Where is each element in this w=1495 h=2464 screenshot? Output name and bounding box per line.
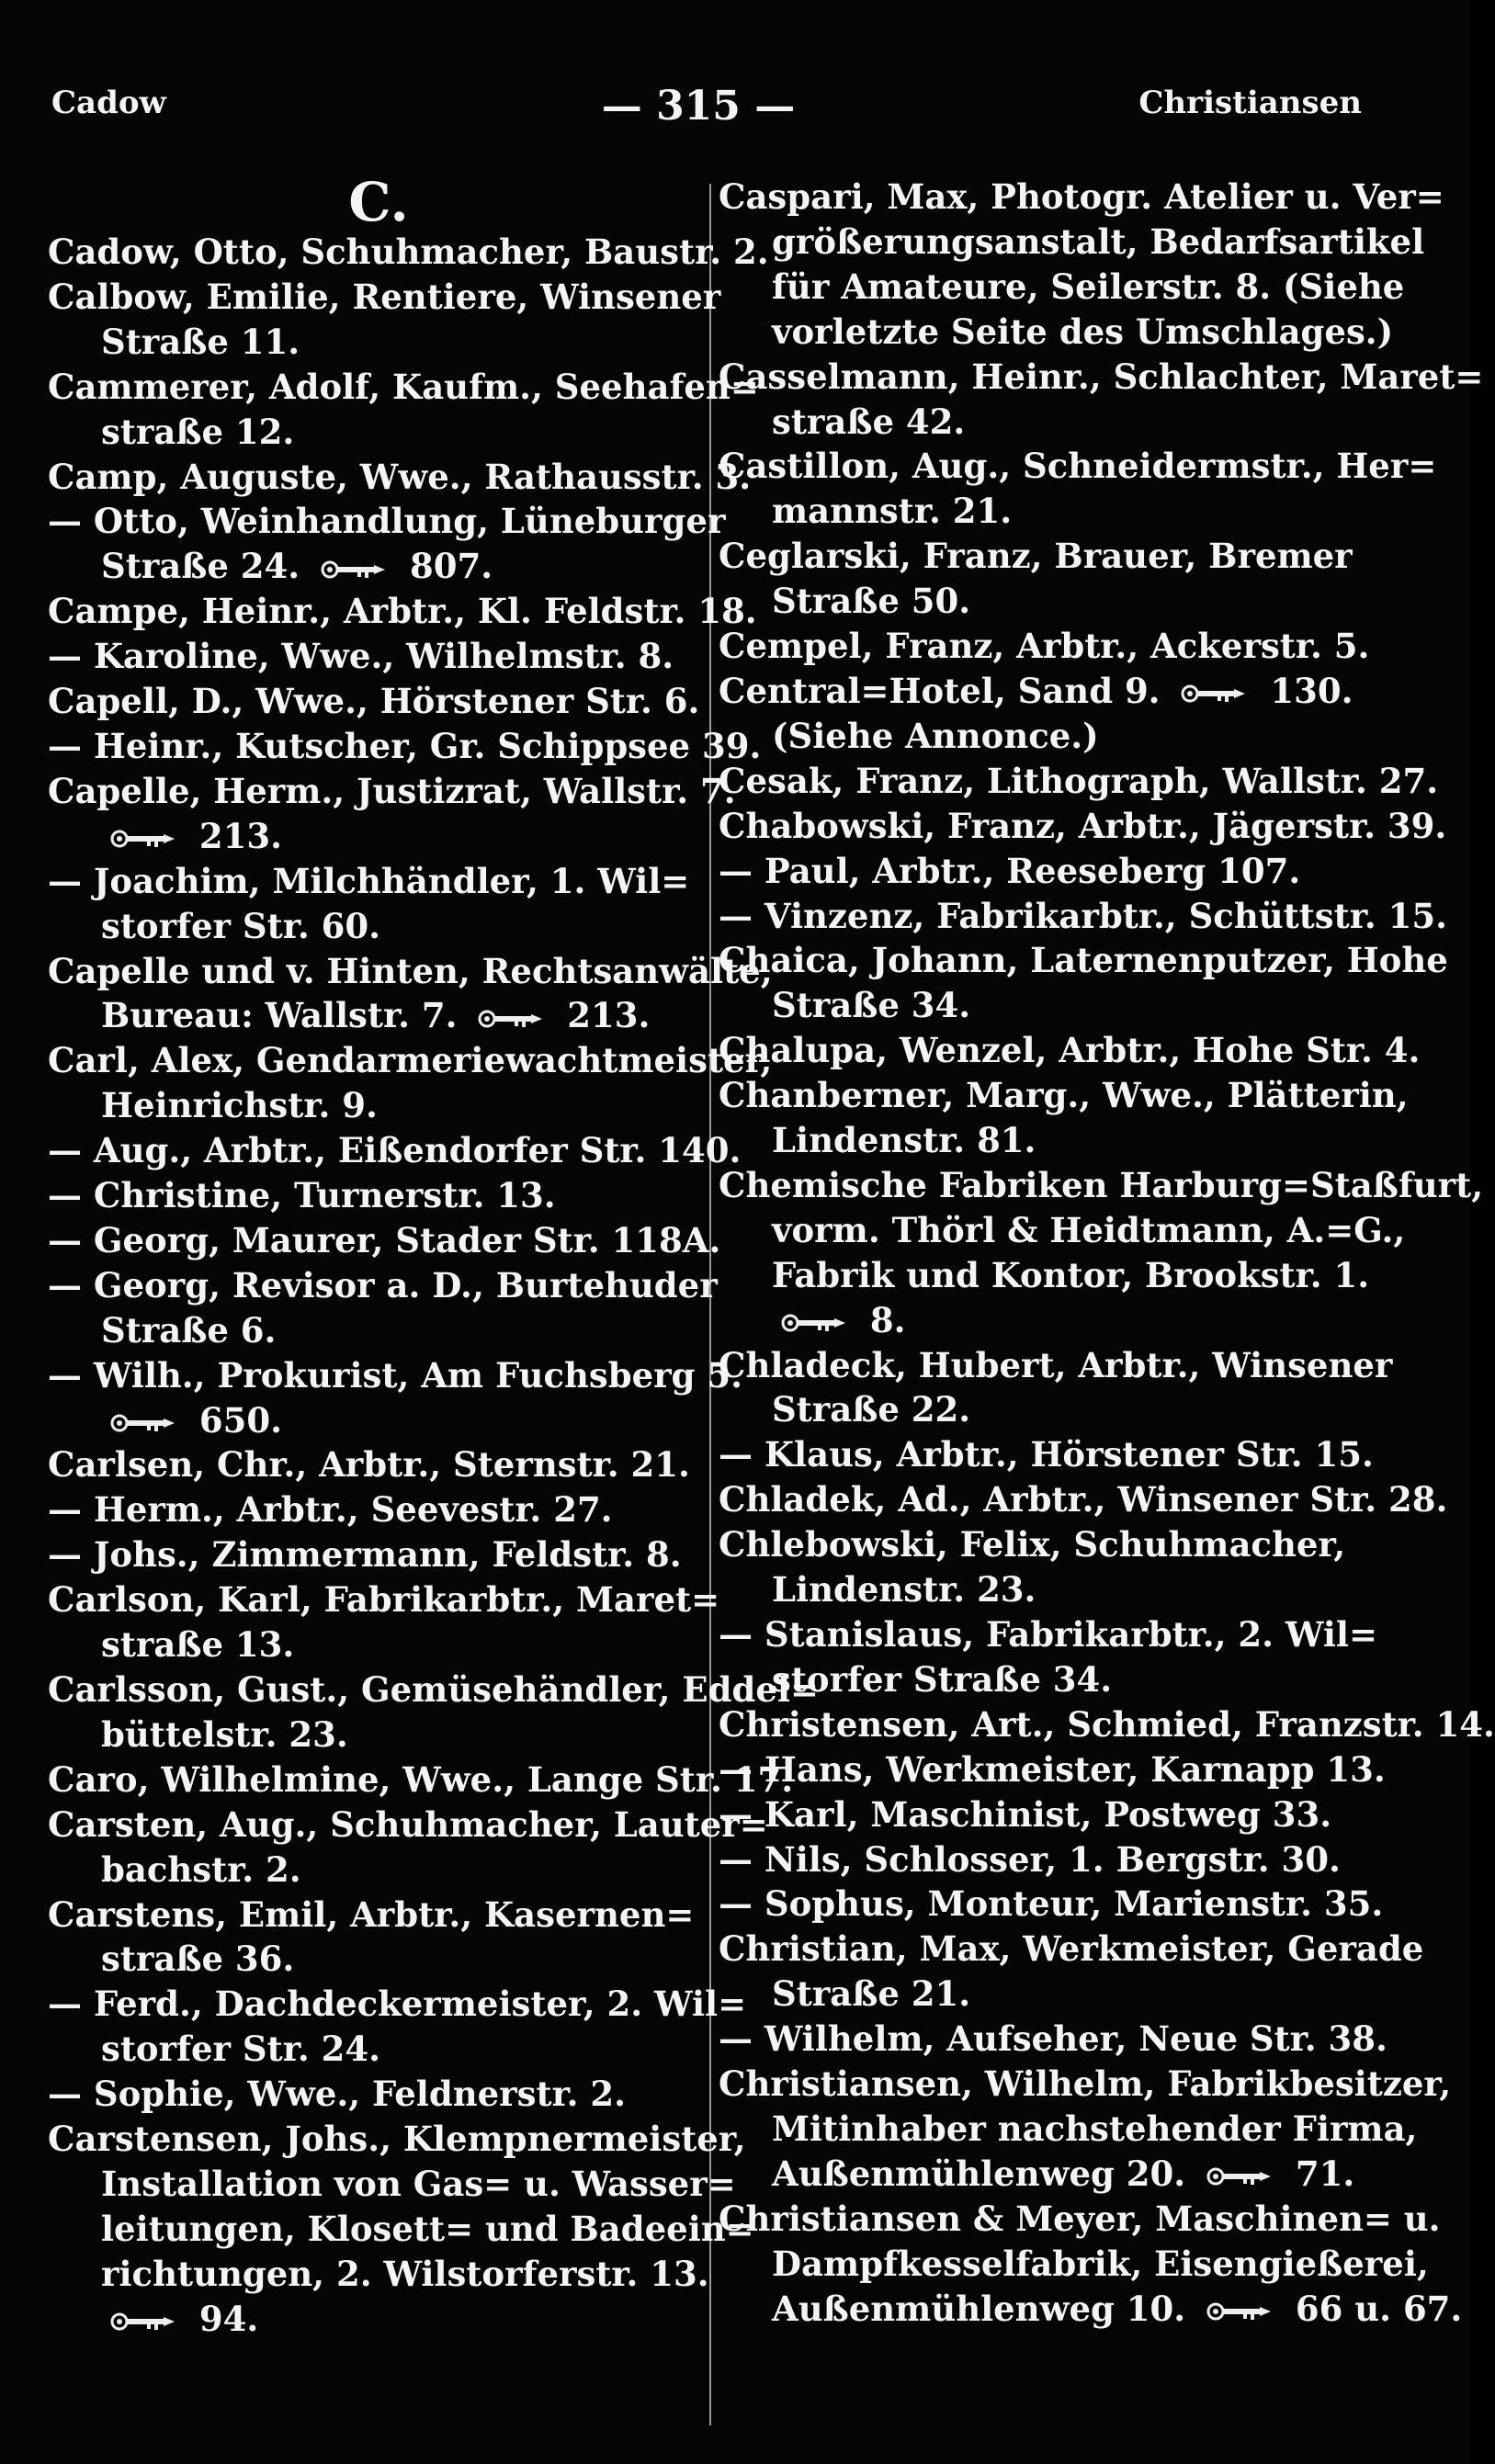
telephone-key-icon: [478, 1009, 546, 1029]
directory-entry: [719, 1432, 1382, 1477]
telephone-number: 66 u. 67.: [1295, 2288, 1463, 2329]
entry-line: [48, 1577, 720, 1622]
telephone-key-icon: [1206, 2166, 1274, 2187]
entry-line: [719, 894, 1447, 939]
entry-continuation-line: [48, 2207, 754, 2252]
directory-entry: [719, 1163, 1484, 1343]
directory-entry: [719, 624, 1382, 669]
directory-entry: [48, 1667, 819, 1758]
directory-entry: [719, 1702, 1495, 1747]
entry-text: mannstr. 21.: [772, 491, 1013, 532]
entry-text: Chemische Fabriken Harburg=Staßfurt,: [719, 1164, 1484, 1205]
entry-continuation-line: [719, 1208, 1406, 1253]
entry-text: — Ferd., Dachdeckermeister, 2. Wil=: [48, 1984, 747, 2025]
directory-entry: [719, 444, 1437, 534]
entry-line: [48, 1893, 709, 1938]
entry-text: — Wilh., Prokurist, Am Fuchsberg 5.: [48, 1354, 743, 1396]
right-entries: [719, 175, 1495, 2332]
entry-line: [48, 1218, 721, 1263]
entry-line: [719, 938, 1448, 983]
entry-text: Chalupa, Wenzel, Arbtr., Hohe Str. 4.: [719, 1030, 1421, 1071]
entry-text: Ceglarski, Franz, Brauer, Bremer: [719, 536, 1353, 577]
entry-line: [48, 365, 759, 410]
directory-entry: [48, 1173, 709, 1218]
directory-entry: [719, 1522, 1382, 1612]
entry-text: leitungen, Klosett= und Badeein=: [101, 2208, 754, 2249]
telephone-number: 130.: [1270, 670, 1353, 711]
entry-line: [719, 175, 1444, 220]
entry-continuation-line: [48, 1937, 709, 1982]
entry-line: [719, 1477, 1448, 1522]
directory-entry: [719, 669, 1382, 759]
directory-entry: [719, 2062, 1452, 2197]
entry-continuation-line: [48, 904, 709, 949]
entry-text: Christiansen & Meyer, Maschinen= u.: [719, 2198, 1441, 2239]
entry-line: [719, 624, 1382, 669]
entry-line: [48, 1173, 709, 1218]
entry-line: [719, 1792, 1382, 1837]
entry-line: [48, 1532, 709, 1577]
entry-continuation-line: [48, 320, 709, 365]
left-entries: [48, 230, 819, 2342]
entry-text: vorm. Thörl & Heidtmann, A.=G.,: [772, 1209, 1406, 1250]
directory-entry: [48, 679, 709, 724]
entry-line: [48, 1803, 768, 1848]
entry-text: Installation von Gas= u. Wasser=: [101, 2163, 736, 2204]
entry-text: büttelstr. 23.: [101, 1713, 348, 1755]
entry-continuation-line: [719, 489, 1382, 534]
entry-text: straße 42.: [772, 401, 966, 442]
entry-continuation-line: [48, 544, 709, 589]
running-head-right: Christiansen: [1138, 85, 1362, 121]
entry-text: — Vinzenz, Fabrikarbtr., Schüttstr. 15.: [719, 895, 1447, 936]
right-column: [719, 175, 1495, 2332]
entry-text: — Stanislaus, Fabrikarbtr., 2. Wil=: [719, 1614, 1377, 1655]
directory-entry: [719, 1792, 1382, 1837]
directory-entry: [719, 1073, 1409, 1163]
left-column: [48, 171, 819, 2342]
entry-text: Carstensen, Johs., Klempnermeister,: [48, 2119, 746, 2160]
entry-text: Carstens, Emil, Arbtr., Kasernen=: [48, 1893, 695, 1935]
entry-continuation-line: [719, 2107, 1418, 2152]
entry-line: [48, 589, 757, 634]
entry-text: — Georg, Revisor a. D., Burtehuder: [48, 1264, 718, 1305]
directory-entry: [48, 1263, 718, 1353]
directory-entry: [48, 859, 709, 949]
entry-continuation-line: [48, 1398, 709, 1443]
entry-continuation-line: [48, 2027, 709, 2072]
directory-entry: [719, 804, 1447, 849]
entry-continuation-line: [719, 400, 1382, 445]
entry-text: Fabrik und Kontor, Brookstr. 1.: [772, 1254, 1370, 1295]
directory-entry: [48, 1893, 709, 1983]
entry-continuation-line: [719, 220, 1425, 265]
directory-entry: [48, 455, 752, 500]
entry-line: [719, 355, 1484, 400]
entry-text: Carlsen, Chr., Arbtr., Sternstr. 21.: [48, 1444, 690, 1486]
directory-entry: [48, 949, 773, 1039]
entry-line: [719, 444, 1437, 489]
entry-continuation-line: [48, 410, 709, 455]
telephone-key-icon: [110, 829, 178, 849]
directory-entry: [48, 634, 709, 679]
entry-text: Straße 22.: [772, 1389, 971, 1430]
directory-entry: [48, 1128, 742, 1173]
telephone-key-icon: [1206, 2301, 1274, 2322]
entry-line: [48, 1128, 742, 1173]
entry-text: — Otto, Weinhandlung, Lüneburger: [48, 501, 726, 542]
entry-text: Calbow, Emilie, Rentiere, Winsener: [48, 276, 721, 317]
entry-continuation-line: [719, 714, 1382, 759]
entry-text: richtungen, 2. Wilstorferstr. 13.: [101, 2253, 709, 2294]
entry-continuation-line: [48, 1308, 709, 1353]
entry-text: Central=Hotel, Sand 9.: [719, 670, 1161, 711]
entry-text: — Klaus, Arbtr., Hörstener Str. 15.: [719, 1434, 1374, 1475]
entry-text: — Sophie, Wwe., Feldnerstr. 2.: [48, 2074, 627, 2115]
directory-entry: [719, 175, 1444, 355]
directory-entry: [48, 1353, 743, 1443]
entry-line: [48, 2117, 746, 2162]
telephone-key-icon: [321, 559, 389, 580]
entry-text: — Joachim, Milchhändler, 1. Wil=: [48, 860, 690, 901]
directory-entry: [48, 724, 762, 769]
entry-line: [48, 1263, 718, 1308]
entry-line: [719, 849, 1382, 894]
directory-entry: [719, 355, 1484, 445]
entry-text: vorletzte Seite des Umschlages.): [772, 311, 1394, 352]
directory-entry: [719, 534, 1382, 624]
entry-continuation-line: [719, 1567, 1382, 1612]
entry-continuation-line: [719, 1298, 1382, 1343]
directory-entry: [48, 1442, 709, 1487]
directory-entry: [48, 1218, 721, 1263]
entry-line: [719, 1702, 1495, 1747]
entry-continuation-line: [719, 265, 1405, 310]
directory-entry: [719, 1477, 1448, 1522]
entry-text: größerungsanstalt, Bedarfsartikel: [772, 220, 1425, 262]
entry-text: Chlebowski, Felix, Schuhmacher,: [719, 1524, 1346, 1565]
entry-text: Straße 21.: [772, 1973, 971, 2015]
entry-text: straße 12.: [101, 411, 295, 452]
entry-line: [719, 1432, 1382, 1477]
directory-entry: [48, 1577, 720, 1667]
entry-text: Christensen, Art., Schmied, Franzstr. 14.: [719, 1703, 1495, 1745]
directory-entry: [719, 2197, 1463, 2332]
directory-entry: [719, 1882, 1382, 1927]
entry-text: Chladek, Ad., Arbtr., Winsener Str. 28.: [719, 1479, 1448, 1520]
telephone-key-icon: [110, 2311, 178, 2332]
entry-text: storfer Str. 60.: [101, 905, 380, 946]
directory-entry: [48, 230, 769, 275]
entry-line: [719, 2017, 1387, 2062]
entry-text: Straße 24.: [101, 546, 300, 587]
entry-line: [48, 1758, 794, 1803]
entry-line: [719, 1927, 1424, 1972]
entry-text: storfer Str. 24.: [101, 2029, 380, 2070]
entry-line: [719, 534, 1382, 579]
entry-continuation-line: [48, 2162, 736, 2207]
entry-text: Capell, D., Wwe., Hörstener Str. 6.: [48, 681, 700, 722]
directory-entry: [719, 1028, 1421, 1073]
entry-continuation-line: [48, 1622, 709, 1667]
entry-line: [48, 724, 762, 769]
entry-continuation-line: [48, 814, 709, 859]
entry-text: Carl, Alex, Gendarmeriewachtmeister,: [48, 1040, 773, 1081]
entry-text: Straße 34.: [772, 985, 971, 1026]
entry-text: storfer Straße 34.: [772, 1658, 1113, 1700]
directory-entry: [719, 1747, 1386, 1792]
entry-text: Straße 50.: [772, 581, 971, 622]
entry-text: Cempel, Franz, Arbtr., Ackerstr. 5.: [719, 626, 1370, 667]
entry-line: [48, 1038, 773, 1083]
entry-text: Castillon, Aug., Schneidermstr., Her=: [719, 446, 1437, 487]
entry-text: Carsten, Aug., Schuhmacher, Lauter=: [48, 1803, 768, 1845]
directory-entry: [719, 1343, 1393, 1433]
entry-line: [719, 1163, 1484, 1208]
entry-line: [48, 769, 736, 814]
entry-text: Carlsson, Gust., Gemüsehändler, Eddel=: [48, 1669, 819, 1710]
entry-line: [48, 1353, 743, 1398]
directory-entry: [719, 1837, 1382, 1882]
directory-entry: [48, 1758, 794, 1803]
entry-text: Camp, Auguste, Wwe., Rathausstr. 3.: [48, 456, 752, 497]
directory-entry: [719, 849, 1382, 894]
entry-line: [719, 1747, 1386, 1792]
directory-entry: [48, 2117, 754, 2342]
directory-entry: [719, 938, 1448, 1028]
entry-text: (Siehe Annonce.): [772, 715, 1099, 756]
entry-text: Caspari, Max, Photogr. Atelier u. Ver=: [719, 176, 1444, 217]
entry-text: Christiansen, Wilhelm, Fabrikbesitzer,: [719, 2063, 1452, 2105]
entry-continuation-line: [719, 1253, 1382, 1298]
entry-continuation-line: [48, 993, 709, 1038]
entry-line: [719, 669, 1382, 714]
entry-text: — Christine, Turnerstr. 13.: [48, 1175, 556, 1216]
entry-continuation-line: [719, 310, 1394, 355]
entry-text: Dampfkesselfabrik, Eisengießerei,: [772, 2243, 1429, 2284]
entry-text: straße 36.: [101, 1938, 295, 1980]
directory-entry: [719, 894, 1447, 939]
entry-text: Casselmann, Heinr., Schlachter, Maret=: [719, 356, 1484, 397]
directory-entry: [48, 1803, 768, 1893]
entry-line: [48, 1487, 709, 1532]
entry-continuation-line: [48, 1712, 709, 1758]
entry-line: [48, 230, 769, 275]
entry-text: Cadow, Otto, Schuhmacher, Baustr. 2.: [48, 232, 769, 272]
entry-text: Chabowski, Franz, Arbtr., Jägerstr. 39.: [719, 805, 1447, 846]
entry-line: [719, 1522, 1382, 1567]
directory-entry: [719, 759, 1439, 804]
entry-text: Capelle, Herm., Justizrat, Wallstr. 7.: [48, 770, 736, 811]
directory-entry: [719, 2017, 1387, 2062]
entry-line: [719, 2062, 1452, 2107]
entry-text: — Karoline, Wwe., Wilhelmstr. 8.: [48, 636, 674, 677]
entry-text: — Aug., Arbtr., Eißendorfer Str. 140.: [48, 1130, 742, 1171]
entry-line: [48, 499, 726, 544]
entry-text: Mitinhaber nachstehender Firma,: [772, 2108, 1418, 2149]
entry-line: [719, 1073, 1409, 1118]
entry-text: Christian, Max, Werkmeister, Gerade: [719, 1928, 1424, 1970]
directory-entry: [48, 589, 757, 634]
entry-text: für Amateure, Seilerstr. 8. (Siehe: [772, 266, 1405, 307]
directory-entry: [48, 769, 736, 859]
entry-text: Cesak, Franz, Lithograph, Wallstr. 27.: [719, 760, 1439, 801]
telephone-key-icon: [1181, 684, 1249, 704]
telephone-number: 650.: [198, 1399, 283, 1441]
entry-continuation-line: [719, 1972, 1382, 2017]
telephone-number: 71.: [1295, 2153, 1355, 2194]
entry-continuation-line: [719, 983, 1382, 1028]
entry-continuation-line: [48, 2297, 709, 2342]
entry-text: Carlson, Karl, Fabrikarbtr., Maret=: [48, 1579, 720, 1621]
directory-entry: [48, 365, 759, 455]
telephone-number: 94.: [198, 2298, 259, 2339]
entry-continuation-line: [48, 1083, 709, 1128]
entry-text: Caro, Wilhelmine, Wwe., Lange Str. 17.: [48, 1758, 794, 1800]
entry-line: [48, 859, 709, 904]
running-head-left: Cadow: [51, 85, 166, 121]
entry-line: [719, 1343, 1393, 1388]
entry-continuation-line: [719, 2242, 1429, 2287]
entry-line: [48, 679, 709, 724]
entry-continuation-line: [719, 1387, 1382, 1432]
entry-line: [719, 759, 1439, 804]
page-number: — 315 —: [601, 83, 796, 130]
entry-line: [719, 1612, 1382, 1657]
entry-line: [719, 1882, 1382, 1927]
entry-line: [48, 275, 721, 320]
entry-text: Lindenstr. 81.: [772, 1120, 1036, 1161]
entry-text: Campe, Heinr., Arbtr., Kl. Feldstr. 18.: [48, 591, 757, 632]
entry-text: — Karl, Maschinist, Postweg 33.: [719, 1793, 1332, 1835]
entry-line: [48, 949, 773, 994]
entry-text: Straße 11.: [101, 321, 300, 362]
telephone-number: 213.: [198, 815, 283, 856]
directory-entry: [719, 1927, 1424, 2017]
telephone-number: 213.: [567, 995, 651, 1036]
directory-entry: [48, 1982, 747, 2072]
entry-text: Außenmühlenweg 10.: [772, 2288, 1186, 2329]
entry-line: [719, 2197, 1441, 2242]
entry-text: — Paul, Arbtr., Reeseberg 107.: [719, 850, 1301, 891]
entry-text: Cammerer, Adolf, Kaufm., Seehafen=: [48, 366, 759, 407]
directory-entry: [48, 275, 721, 365]
entry-text: Chladeck, Hubert, Arbtr., Winsener: [719, 1344, 1393, 1385]
entry-text: Außenmühlenweg 20.: [772, 2153, 1186, 2194]
entry-line: [48, 1667, 819, 1712]
directory-entry: [48, 2072, 709, 2117]
directory-entry: [48, 1532, 709, 1577]
entry-text: — Herm., Arbtr., Seevestr. 27.: [48, 1489, 613, 1531]
entry-line: [48, 2072, 709, 2117]
entry-line: [719, 1028, 1421, 1073]
entry-line: [48, 1982, 747, 2027]
entry-line: [48, 1442, 709, 1487]
section-letter: C.: [348, 171, 409, 233]
entry-continuation-line: [719, 579, 1382, 624]
directory-entry: [48, 1038, 773, 1128]
entry-text: Chanberner, Marg., Wwe., Plätterin,: [719, 1075, 1409, 1116]
entry-text: straße 13.: [101, 1624, 295, 1666]
entry-continuation-line: [719, 1657, 1382, 1702]
entry-text: — Nils, Schlosser, 1. Bergstr. 30.: [719, 1838, 1341, 1880]
entry-continuation-line: [719, 2152, 1382, 2197]
entry-line: [48, 634, 709, 679]
entry-continuation-line: [719, 2287, 1463, 2332]
entry-text: bachstr. 2.: [101, 1848, 301, 1890]
entry-text: Bureau: Wallstr. 7.: [101, 995, 458, 1036]
entry-text: — Sophus, Monteur, Marienstr. 35.: [719, 1883, 1384, 1925]
entry-text: Lindenstr. 23.: [772, 1569, 1036, 1611]
entry-line: [719, 1837, 1382, 1882]
directory-entry: [48, 499, 726, 589]
telephone-number: 8.: [869, 1299, 906, 1340]
entry-text: — Georg, Maurer, Stader Str. 118A.: [48, 1219, 721, 1260]
entry-text: Straße 6.: [101, 1309, 277, 1351]
entry-text: Capelle und v. Hinten, Rechtsanwälte,: [48, 950, 773, 991]
entry-continuation-line: [48, 2252, 709, 2297]
entry-text: Chaica, Johann, Laternenputzer, Hohe: [719, 940, 1448, 981]
entry-text: — Heinr., Kutscher, Gr. Schippsee 39.: [48, 725, 762, 766]
telephone-number: 807.: [409, 546, 493, 587]
telephone-key-icon: [781, 1313, 849, 1333]
entry-line: [719, 804, 1447, 849]
entry-text: — Hans, Werkmeister, Karnapp 13.: [719, 1748, 1386, 1790]
entry-text: Heinrichstr. 9.: [101, 1085, 378, 1126]
telephone-key-icon: [110, 1413, 178, 1433]
directory-entry: [48, 1487, 709, 1532]
entry-line: [48, 455, 752, 500]
directory-entry: [719, 1612, 1382, 1702]
entry-continuation-line: [48, 1848, 709, 1893]
entry-continuation-line: [719, 1118, 1382, 1163]
entry-text: — Wilhelm, Aufseher, Neue Str. 38.: [719, 2018, 1387, 2060]
entry-text: — Johs., Zimmermann, Feldstr. 8.: [48, 1534, 682, 1576]
